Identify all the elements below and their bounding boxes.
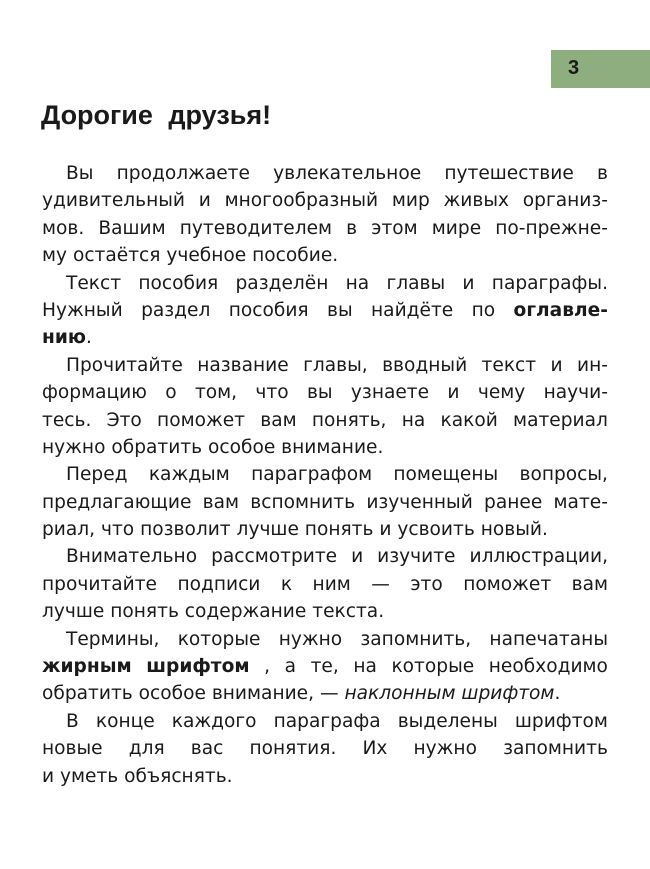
text-word: на [401,409,426,431]
text-line [42,489,608,516]
text-word: главы [386,272,446,294]
text-word: удивительный [42,190,186,212]
text-word: путеводителем [179,217,333,239]
text-word: в [596,163,608,184]
text-word: ранее [484,491,543,513]
text-word: главы, [303,354,368,376]
text-line [42,407,608,434]
text-word: мире [431,217,482,239]
text-word: мате- [553,491,608,513]
text-word: параграфом [251,464,373,486]
text-word: вам [571,573,608,595]
text-word: вспомнить [250,491,356,513]
text-word: , [264,656,271,678]
text-word: и [447,382,460,404]
bold-term: шрифтом [146,656,250,678]
text-line [42,160,608,187]
text-line [42,735,608,762]
text-word: и [462,272,475,294]
text-word: Перед [66,464,128,486]
text-word: поможет [463,573,552,595]
text-line [42,653,608,680]
text-word: необходимо [488,656,608,678]
text-word: этом [371,217,418,239]
bold-term: жирным [42,656,132,678]
body-text [42,160,608,790]
text-word: ним [312,573,351,595]
text-word: и [351,546,364,568]
paragraph [42,543,608,625]
text-word: Вы [66,163,94,184]
text-word: разделён [235,272,329,294]
text-word: Термины, [66,628,160,650]
text-word: вас [190,738,224,760]
text-line [42,187,608,214]
text-word: раздел [141,299,211,321]
text-word: рассмотрите [211,546,338,568]
text-word: параграфы. [491,272,608,294]
text-word: найдёте [371,299,454,321]
text-word: вы [326,299,353,321]
text-word: обратить особое внимание, — [42,683,345,705]
text-line [42,270,608,297]
text-word: вам [202,491,240,513]
text-line [42,598,608,625]
paragraph [42,270,608,352]
text-word: и [198,190,211,212]
text-word: параграфа [273,710,381,732]
text-line [42,434,608,461]
text-word: и [550,354,563,376]
bold-term: оглавле- [513,299,608,321]
text-word: В [66,710,79,732]
text-word: каждым [148,464,230,486]
text-word: запомнить [503,738,608,760]
text-line [42,297,608,324]
text-word: формацию [42,382,147,404]
text-word: иллюстрации, [469,546,608,568]
text-word: на [353,656,377,678]
text-word: Их [362,738,388,760]
text-word: конце [95,710,155,732]
text-word: вопросы, [519,464,608,486]
text-word: вам [260,409,297,431]
text-word: по [471,299,496,321]
text-word: о [165,382,177,404]
text-word: научи- [543,382,608,404]
text-word: тесь. [42,409,92,431]
text-line [42,543,608,570]
page-number-tab [551,50,650,88]
text-word: вводный [382,354,468,376]
text-word: подписи [177,573,261,595]
text-word: Текст [66,272,122,294]
paragraph [42,160,608,270]
text-line [42,324,608,351]
text-word: какой [440,409,498,431]
text-line [42,352,608,379]
text-word: материал [513,409,608,431]
text-word: которые [177,628,261,650]
text-line [42,680,608,707]
text-word: текст [481,354,537,376]
paragraph [42,461,608,543]
text-word: которые [391,656,475,678]
text-line [42,242,608,269]
text-word: на [345,272,370,294]
text-word: ин- [576,354,608,376]
text-word: что [255,382,289,404]
text-word: по-прежне- [495,217,608,239]
text-word: узнаете [350,382,430,404]
text-word: запомнить, [360,628,472,650]
text-word: лучше понять содержание текста. [42,601,385,623]
text-word: организ- [522,190,608,212]
page-title: Дорогие друзья! [41,100,272,130]
text-word: нужно [278,628,343,650]
text-line [42,379,608,406]
text-word: выделены [397,710,498,732]
text-word: увлекательное [273,163,422,184]
text-word: понятия. [249,738,337,760]
text-word: в [346,217,358,239]
text-word: Прочитайте [66,354,183,376]
text-word: мир [391,190,430,212]
page-number: 3 [568,57,580,79]
text-line [42,461,608,488]
text-word: предлагающие [42,491,192,513]
text-word: понять, [311,409,387,431]
text-word: му остаётся учебное пособие. [42,245,339,267]
text-word: каждого [171,710,257,732]
text-word: нужно [413,738,477,760]
text-word: вы [306,382,333,404]
text-word: напечатаны [489,628,608,650]
text-word: для [128,738,165,760]
text-word: пособия [228,299,309,321]
text-line [42,571,608,598]
text-line [42,763,608,790]
text-word: новые [42,738,103,760]
text-word: риал, что позволит лучше понять и усвоить новый. [42,519,548,541]
text-word: . [554,683,561,705]
text-word: изученный [366,491,473,513]
paragraph [42,352,608,462]
text-word: чему [477,382,526,404]
text-word: к [280,573,293,595]
text-word: Внимательно [66,546,198,568]
text-word: нужно обратить особое внимание. [42,436,384,458]
text-line [42,626,608,653]
italic-term: наклонным шрифтом [344,683,555,705]
text-word: Вашим [98,217,166,239]
text-word: живых [443,190,510,212]
text-word: многообразный [224,190,379,212]
text-word: — [371,573,390,595]
bold-term: нию [42,327,86,349]
text-word: продолжаете [116,163,250,184]
text-word: шрифтом [514,710,608,732]
text-word: путешествие [444,163,574,184]
text-word: те, [310,656,339,678]
text-word: и уметь объяснять. [42,765,233,787]
text-word: прочитайте [42,573,157,595]
text-word: том, [194,382,238,404]
text-word: Это [106,409,142,431]
text-line [42,708,608,735]
text-word: мов. [42,217,85,239]
text-word: помещены [393,464,499,486]
text-line [42,516,608,543]
text-word: пособия [138,272,219,294]
paragraph [42,626,608,708]
text-word: название [197,354,289,376]
text-word: это [410,573,443,595]
text-word: Нужный [42,299,123,321]
text-word: а [284,656,297,678]
text-line [42,215,608,242]
text-word: поможет [157,409,246,431]
text-word: . [85,327,92,349]
paragraph [42,708,608,790]
text-word: изучите [377,546,456,568]
